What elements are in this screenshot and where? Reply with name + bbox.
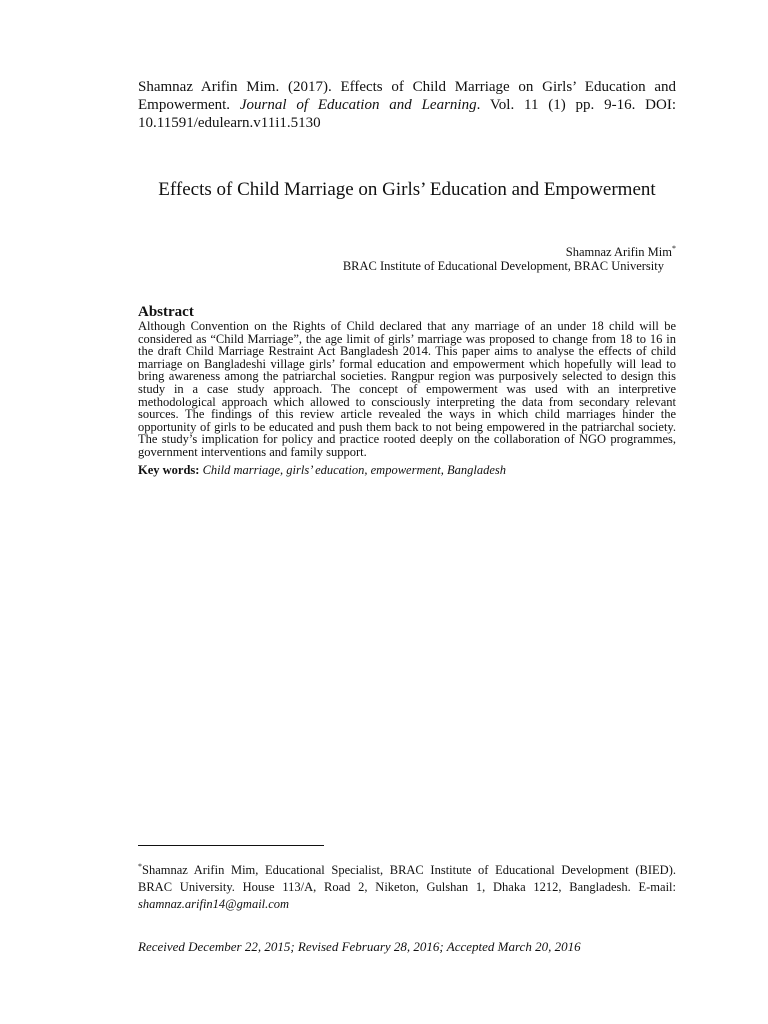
citation-volume-doi: . Vol. 11 (1) pp. 9-16. DOI: 10.11591/edulearn.v11i1.5130: [138, 97, 676, 131]
abstract-heading: Abstract: [138, 304, 194, 320]
footnote-text: Shamnaz Arifin Mim, Educational Specialist, BRAC Institute of Educational Development (BIED). BRAC University. House 113/A, Road 2, Niketon, Gulshan 1, Dhaka 1212, Bangladesh. E-mail:: [138, 863, 676, 894]
citation-authors-year: Shamnaz Arifin Mim. (2017). Effects of Child Marriage on Girls’ Education and Empowerment.: [138, 79, 676, 113]
abstract-body: Although Convention on the Rights of Child declared that any marriage of an under 18 child will be considered as “Child Marriage”, the age limit of girls’ marriage was proposed to change from 18 to 16 in the draft Child Marriage Restraint Act Bangladesh 2014. This paper aims to analyse the effects of child marriage on Bangladeshi village girls’ formal education and empowerment which hopefully will lead to bring awareness among the patriarchal societies. Rangpur region was purposively selected to design this study in a case study approach. The concept of empowerment was used with an interpretive methodological approach which allowed to consciously interpreting the data from secondary relevant sources. The findings of this review article revealed the ways in which child marriages hinder the opportunity of girls to be educated and push them back to not being empowered in the patriarchal society. The study’s implication for policy and practice rooted deeply on the collaboration of NGO programmes, government interventions and family support.: [138, 319, 676, 459]
author-name: Shamnaz Arifin Mim: [565, 245, 672, 259]
footnote: [138, 862, 676, 913]
footnote-divider: [138, 845, 324, 846]
citation: [138, 78, 676, 132]
received-dates: Received December 22, 2015; Revised February 28, 2016; Accepted March 20, 2016: [138, 939, 581, 954]
author-affiliation: BRAC Institute of Educational Development, BRAC University: [342, 259, 664, 273]
citation-journal: Journal of Education and Learning: [239, 97, 477, 113]
keywords: [138, 463, 676, 478]
paper-title: Effects of Child Marriage on Girls’ Education and Empowerment: [158, 179, 656, 200]
author-footnote-marker: *: [672, 243, 676, 253]
footnote-marker: *: [138, 861, 142, 871]
footnote-email: shamnaz.arifin14@gmail.com: [138, 897, 290, 911]
keywords-text: Child marriage, girls’ education, empowerment, Bangladesh: [202, 463, 507, 477]
author-line: [566, 245, 676, 260]
keywords-label: Key words:: [138, 463, 200, 477]
